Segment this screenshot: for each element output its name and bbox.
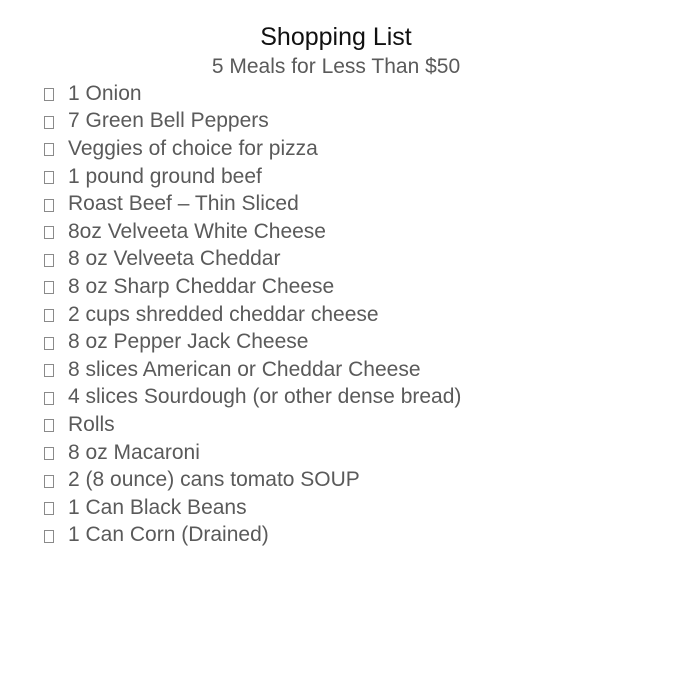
item-label: 2 (8 ounce) cans tomato SOUP (68, 468, 360, 492)
shopping-list (44, 80, 461, 549)
item-label: 8 oz Velveeta Cheddar (68, 247, 281, 271)
list-item (44, 273, 461, 301)
checkbox-icon[interactable] (44, 364, 54, 377)
item-label: 8oz Velveeta White Cheese (68, 219, 326, 243)
list-item (44, 190, 461, 218)
checkbox-icon[interactable] (44, 88, 54, 101)
checkbox-icon[interactable] (44, 392, 54, 405)
checkbox-icon[interactable] (44, 116, 54, 129)
checkbox-icon[interactable] (44, 475, 54, 488)
list-item (44, 108, 461, 136)
list-item (44, 522, 461, 550)
checkbox-icon[interactable] (44, 143, 54, 156)
item-label: 1 Can Black Beans (68, 495, 247, 519)
checkbox-icon[interactable] (44, 419, 54, 432)
checkbox-icon[interactable] (44, 447, 54, 460)
item-label: 1 Onion (68, 81, 142, 105)
checkbox-icon[interactable] (44, 171, 54, 184)
checkbox-icon[interactable] (44, 281, 54, 294)
checkbox-icon[interactable] (44, 254, 54, 267)
list-item (44, 466, 461, 494)
item-label: 7 Green Bell Peppers (68, 109, 269, 133)
checkbox-icon[interactable] (44, 337, 54, 350)
list-item (44, 356, 461, 384)
list-item (44, 301, 461, 329)
list-item (44, 411, 461, 439)
list-item (44, 218, 461, 246)
item-label: 1 pound ground beef (68, 164, 262, 188)
item-label: Roast Beef – Thin Sliced (68, 192, 299, 216)
list-item (44, 439, 461, 467)
page-title: Shopping List (260, 23, 412, 51)
list-item (44, 163, 461, 191)
item-label: 8 oz Macaroni (68, 440, 200, 464)
list-item (44, 494, 461, 522)
item-label: 8 oz Sharp Cheddar Cheese (68, 274, 335, 298)
checkbox-icon[interactable] (44, 530, 54, 543)
item-label: Veggies of choice for pizza (68, 136, 318, 160)
item-label: 1 Can Corn (Drained) (68, 523, 269, 547)
checkbox-icon[interactable] (44, 199, 54, 212)
list-item (44, 328, 461, 356)
item-label: Rolls (68, 412, 115, 436)
item-label: 2 cups shredded cheddar cheese (68, 302, 379, 326)
item-label: 8 slices American or Cheddar Cheese (68, 357, 421, 381)
list-item (44, 135, 461, 163)
list-item (44, 246, 461, 274)
page-subtitle: 5 Meals for Less Than $50 (211, 55, 461, 78)
checkbox-icon[interactable] (44, 502, 54, 515)
item-label: 4 slices Sourdough (or other dense bread) (68, 385, 462, 409)
list-item (44, 80, 461, 108)
item-label: 8 oz Pepper Jack Cheese (68, 330, 309, 354)
checkbox-icon[interactable] (44, 309, 54, 322)
checkbox-icon[interactable] (44, 226, 54, 239)
list-item (44, 384, 461, 412)
